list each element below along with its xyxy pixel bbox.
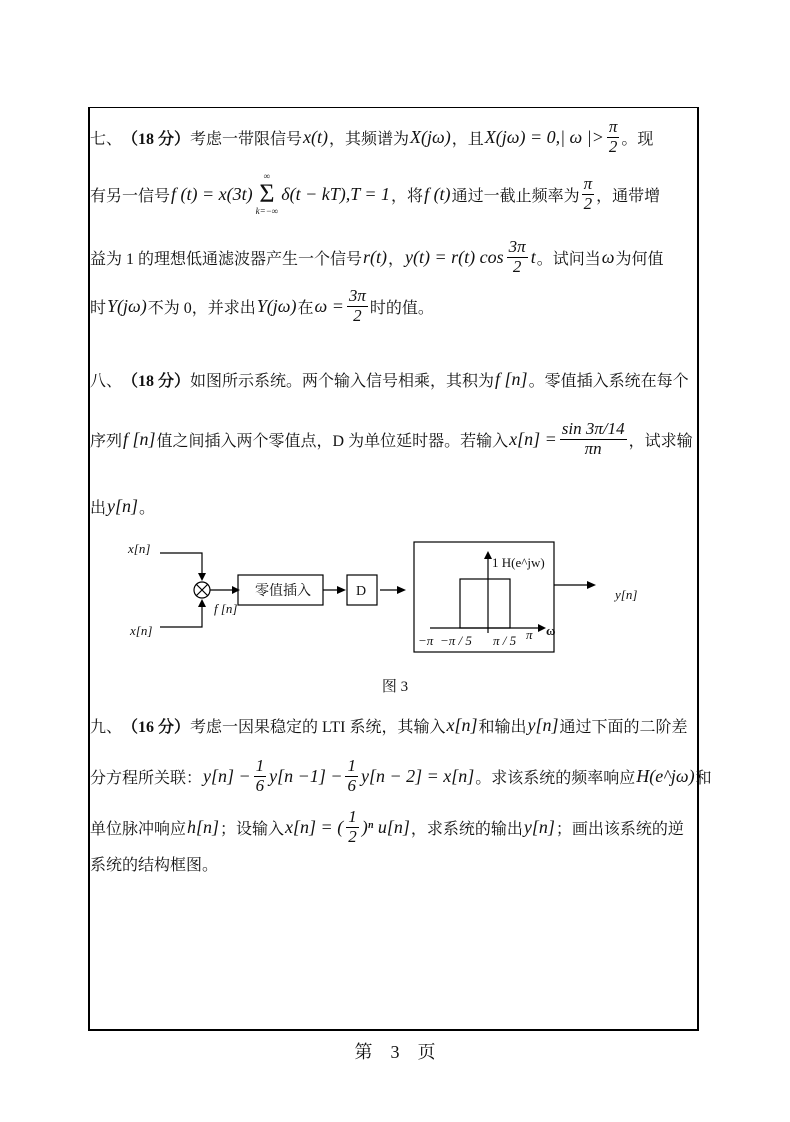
math-expr: Y(jω)	[107, 295, 147, 316]
text: 不为 0，并求出	[147, 299, 256, 317]
text: 通过下面的二阶差	[559, 719, 688, 736]
text: 。零值插入系统在每个	[528, 373, 689, 390]
product-label: f [n]	[214, 601, 238, 616]
delay-label: D	[356, 584, 367, 599]
tick-label: π / 5	[493, 633, 517, 648]
denominator: πn	[584, 438, 602, 458]
text: 。现	[621, 130, 654, 148]
math-expr: x[n]	[446, 715, 478, 735]
text: ，将	[391, 187, 424, 205]
top-input-line	[160, 553, 202, 575]
page-number: 第 3 页	[354, 1042, 436, 1062]
score-label: （18 分）	[122, 130, 191, 148]
text: ，	[388, 250, 405, 268]
math-expr: f (t) = x(3t)	[171, 183, 253, 204]
text-line	[90, 238, 700, 276]
score-label: （16 分）	[122, 719, 191, 736]
fraction	[582, 175, 595, 213]
numerator: π	[583, 173, 593, 193]
math-expr: y(t) = r(t) cos	[405, 246, 504, 267]
math-expr: ω	[601, 246, 615, 267]
math-expr: y[n − 2] = x[n]	[360, 765, 475, 786]
text-line	[90, 118, 700, 156]
math-expr: f (t)	[424, 183, 451, 204]
tick-label: −π / 5	[440, 633, 472, 648]
text: 。求该系统的频率响应	[475, 769, 636, 787]
math-expr: x[n] = (	[285, 816, 344, 837]
math-expr: y[n]	[523, 816, 555, 837]
fraction	[507, 238, 528, 276]
text: 八、	[90, 373, 123, 390]
numerator: 3π	[348, 286, 366, 305]
text: 和输出	[478, 719, 527, 736]
text-line	[90, 172, 700, 216]
text: 。	[139, 500, 156, 517]
text: 九、	[90, 719, 123, 736]
zero-insert-label: 零值插入	[255, 584, 311, 599]
text-line	[90, 714, 700, 737]
math-expr: H(e^jω)	[636, 765, 695, 786]
sum-lower: k=−∞	[255, 206, 279, 216]
text: 考虑一因果稳定的 LTI 系统，其输入	[190, 719, 446, 736]
sum-upper: ∞	[263, 171, 271, 181]
fraction	[346, 808, 359, 846]
numerator: 1	[348, 807, 357, 826]
text: ，求系统的输出	[410, 820, 523, 838]
math-expr: h[n]	[187, 816, 220, 837]
math-expr: f [n]	[123, 428, 156, 449]
output-label: y[n]	[615, 587, 638, 602]
summation	[256, 172, 279, 216]
text: ，且	[451, 130, 484, 148]
math-expr: )ⁿ u[n]	[361, 816, 410, 837]
text: ，其频谱为	[329, 130, 410, 148]
text-line	[90, 287, 700, 325]
bottom-input-line	[160, 605, 202, 627]
text-line	[90, 852, 700, 875]
text: ，通带增	[596, 187, 661, 205]
text: 有另一信号	[90, 187, 171, 205]
fraction	[345, 757, 358, 795]
numerator: π	[608, 117, 618, 136]
input-top-label: x[n]	[128, 541, 151, 556]
text: 益为 1 的理想低通滤波器产生一个信号	[90, 250, 363, 268]
denominator: 6	[255, 775, 265, 795]
text: 。试问当	[536, 250, 601, 268]
denominator: 2	[353, 305, 362, 325]
denominator: 6	[347, 775, 356, 795]
figure-caption: 图 3	[381, 679, 409, 695]
text-line	[90, 495, 700, 518]
denominator: 2	[512, 256, 522, 276]
text: 在	[297, 299, 314, 317]
denominator: 2	[608, 136, 618, 156]
math-expr: f [n]	[495, 369, 528, 389]
math-expr: Y(jω)	[256, 295, 297, 316]
text-line	[90, 808, 700, 846]
math-expr: X(jω) = 0,| ω |>	[484, 126, 604, 147]
text: 考虑一带限信号	[190, 130, 303, 148]
text-line	[90, 420, 700, 458]
input-bottom-label: x[n]	[130, 623, 153, 638]
passband-rect	[460, 579, 510, 628]
text-line	[90, 756, 712, 795]
text: 时的值。	[369, 299, 434, 317]
text: ；设输入	[220, 820, 285, 838]
math-expr: y[n] −	[203, 765, 251, 786]
text: 序列	[90, 432, 123, 450]
numerator: 3π	[508, 237, 526, 256]
text: 时	[90, 299, 107, 317]
fraction	[560, 420, 627, 458]
score-label: （18 分）	[122, 373, 191, 390]
math-expr: y[n]	[527, 715, 559, 735]
text: 通过一截止频率为	[451, 187, 580, 205]
sum-sign: Σ	[259, 179, 275, 208]
text: 值之间插入两个零值点，D 为单位延时器。若输入	[156, 432, 509, 450]
math-expr: y[n]	[107, 496, 139, 516]
numerator: 1	[347, 756, 356, 775]
text: 单位脉冲响应	[90, 820, 187, 838]
math-expr: y[n −1] −	[269, 765, 343, 786]
tick-label: π	[526, 627, 533, 642]
numerator: sin 3π/14	[561, 419, 625, 438]
fraction	[254, 757, 267, 795]
text-line	[90, 368, 700, 391]
fraction	[347, 287, 368, 325]
text: 出	[90, 500, 107, 517]
filter-label: 1 H(e^jw)	[492, 555, 545, 570]
omega-label: ω	[546, 623, 556, 638]
math-expr: δ(t − kT),T = 1	[281, 183, 391, 204]
text: 和	[695, 769, 712, 787]
math-expr: r(t)	[363, 246, 388, 267]
math-expr: t	[530, 246, 536, 267]
text: 如图所示系统。两个输入信号相乘，其积为	[190, 373, 495, 390]
math-expr: ω =	[314, 295, 344, 316]
numerator: 1	[255, 756, 265, 775]
text: 系统的结构框图。	[90, 857, 219, 874]
system-block-diagram	[110, 525, 670, 660]
math-expr: x[n] =	[509, 428, 557, 449]
text: ；画出该系统的逆	[555, 820, 684, 838]
tick-label: −π	[418, 633, 434, 648]
denominator: 2	[583, 193, 593, 213]
text: 为何值	[615, 250, 664, 268]
text: 七、	[90, 130, 123, 148]
text: ，试求输	[628, 432, 693, 450]
fraction	[607, 118, 620, 156]
math-expr: X(jω)	[410, 126, 451, 147]
math-expr: x(t)	[303, 126, 329, 147]
denominator: 2	[348, 826, 357, 846]
text: 分方程所关联：	[90, 769, 203, 787]
